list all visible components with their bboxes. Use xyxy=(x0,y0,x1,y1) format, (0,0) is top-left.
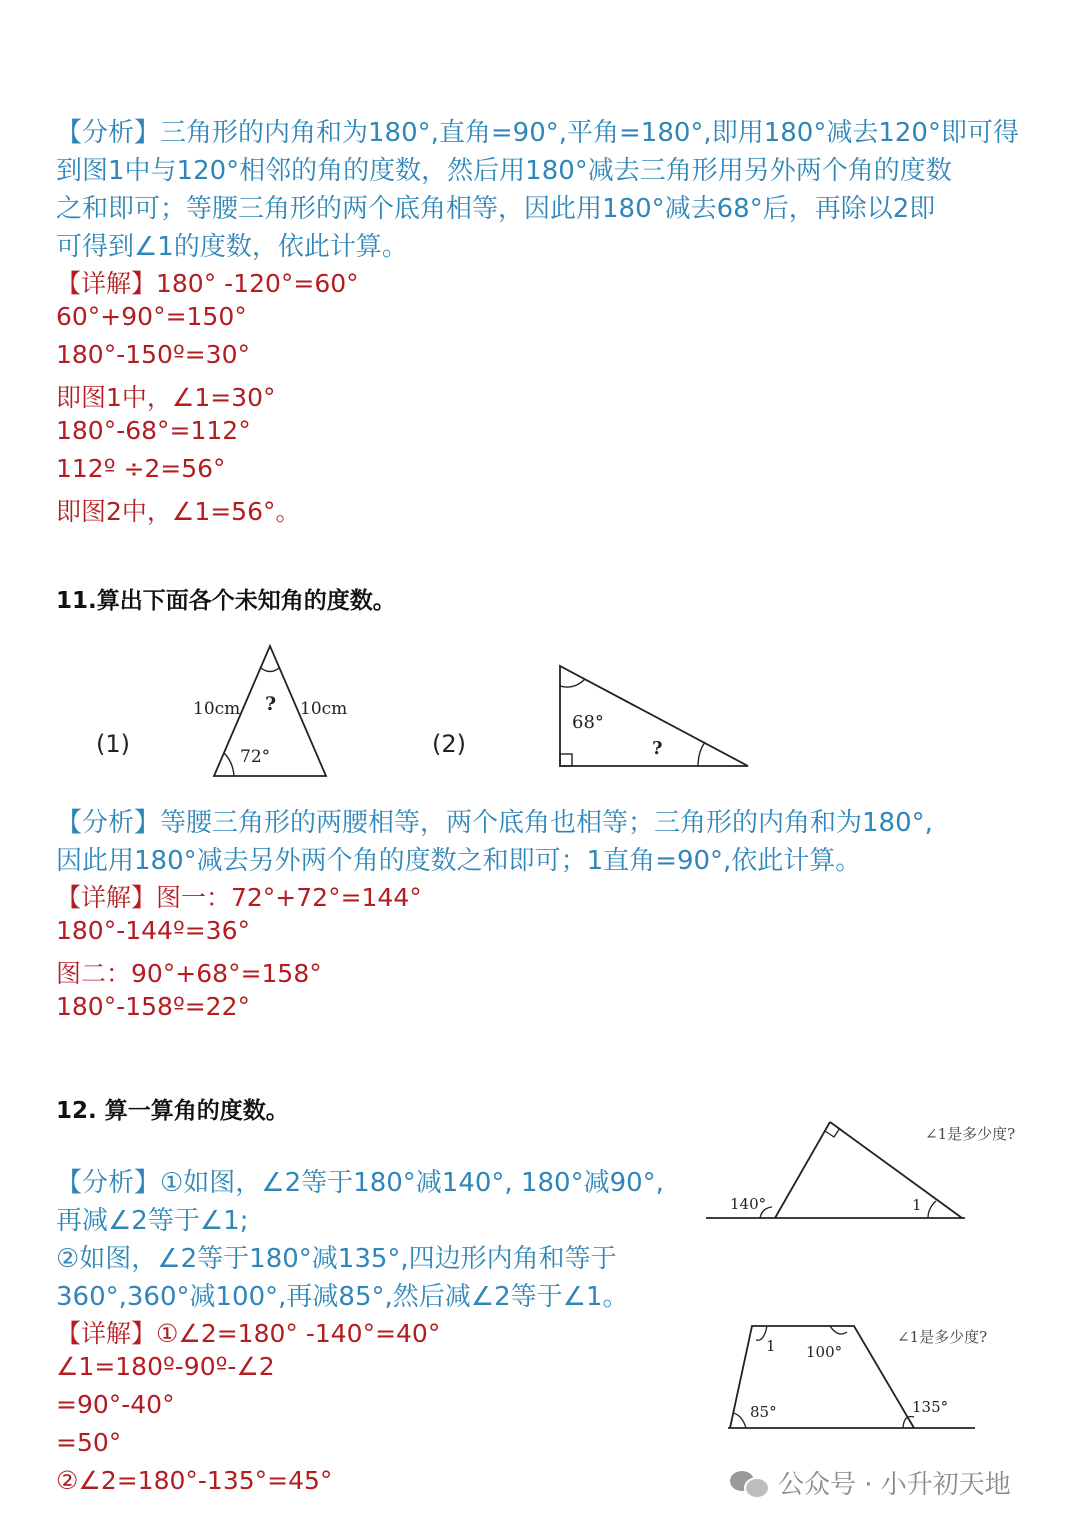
analysis-line: ②如图，∠2等于180°减135°,四边形内角和等于 xyxy=(56,1244,617,1274)
detail-line: 【详解】①∠2=180° -140°=40° xyxy=(56,1319,441,1348)
isosceles-triangle-figure xyxy=(180,638,350,783)
detail-line: 112º ÷2=56° xyxy=(56,454,226,483)
analysis-line: 之和即可；等腰三角形的两个底角相等，因此用180°减去68°后，再除以2即 xyxy=(56,194,936,224)
detail-line: =50° xyxy=(56,1428,122,1457)
figure-label: (1) xyxy=(96,730,130,758)
detail-line: 180°-144º=36° xyxy=(56,916,250,945)
detail-line: 180°-68°=112° xyxy=(56,416,251,445)
side-left-label: 10cm xyxy=(193,699,241,719)
detail-line: 即图1中，∠1=30° xyxy=(56,383,276,412)
top-right-angle-label: 100° xyxy=(806,1343,843,1361)
bottom-left-angle-label: 85° xyxy=(750,1403,777,1421)
detail-line: 180°-150º=30° xyxy=(56,340,250,369)
analysis-line: 【分析】等腰三角形的两腰相等，两个底角也相等；三角形的内角和为180°, xyxy=(56,808,933,838)
detail-line: 图二：90°+68°=158° xyxy=(56,959,322,988)
question-label: ∠1是多少度? xyxy=(897,1328,988,1346)
apex-angle-label: ? xyxy=(265,693,277,715)
watermark-text: 公众号 · 小升初天地 xyxy=(778,1469,1011,1500)
detail-line: 即图2中，∠1=56°。 xyxy=(56,497,301,526)
angle-1-label: 1 xyxy=(912,1196,922,1214)
analysis-line: 再减∠2等于∠1; xyxy=(56,1206,249,1236)
detail-line: 180°-158º=22° xyxy=(56,992,250,1021)
detail-line: ∠1=180º-90º-∠2 xyxy=(56,1352,275,1381)
quadrilateral-figure xyxy=(720,1314,1050,1434)
analysis-line: 【分析】三角形的内角和为180°,直角=90°,平角=180°,即用180°减去120°即可得 xyxy=(56,118,1019,148)
detail-line: ②∠2=180°-135°=45° xyxy=(56,1466,333,1495)
analysis-line: 【分析】①如图，∠2等于180°减140°, 180°减90°, xyxy=(56,1168,664,1198)
question-title: 12. 算一算角的度数。 xyxy=(56,1098,289,1124)
analysis-line: 可得到∠1的度数，依此计算。 xyxy=(56,232,408,262)
exterior-angle-triangle-figure xyxy=(700,1112,1050,1227)
right-triangle-figure xyxy=(548,656,756,772)
question-label: ∠1是多少度? xyxy=(925,1125,1016,1143)
side-right-label: 10cm xyxy=(300,699,348,719)
analysis-line: 因此用180°减去另外两个角的度数之和即可；1直角=90°,依此计算。 xyxy=(56,846,862,876)
angle-1-label: 1 xyxy=(766,1337,776,1355)
outer-angle-label: 135° xyxy=(912,1398,949,1416)
analysis-line: 到图1中与120°相邻的角的度数，然后用180°减去三角形用另外两个角的度数 xyxy=(56,156,952,186)
question-title: 11.算出下面各个未知角的度数。 xyxy=(56,588,396,614)
watermark xyxy=(730,1460,1011,1504)
detail-line: 60°+90°=150° xyxy=(56,302,247,331)
wechat-icon xyxy=(730,1467,766,1497)
unknown-angle-label: ? xyxy=(652,738,663,759)
detail-line: =90°-40° xyxy=(56,1390,175,1419)
top-angle-label: 68° xyxy=(572,712,604,733)
outer-angle-label: 140° xyxy=(730,1195,767,1213)
detail-line: 【详解】图一：72°+72°=144° xyxy=(56,883,422,912)
base-angle-label: 72° xyxy=(240,747,271,767)
figure-label: (2) xyxy=(432,730,466,758)
analysis-line: 360°,360°减100°,再减85°,然后减∠2等于∠1。 xyxy=(56,1282,629,1312)
detail-line: 【详解】180° -120°=60° xyxy=(56,269,359,298)
